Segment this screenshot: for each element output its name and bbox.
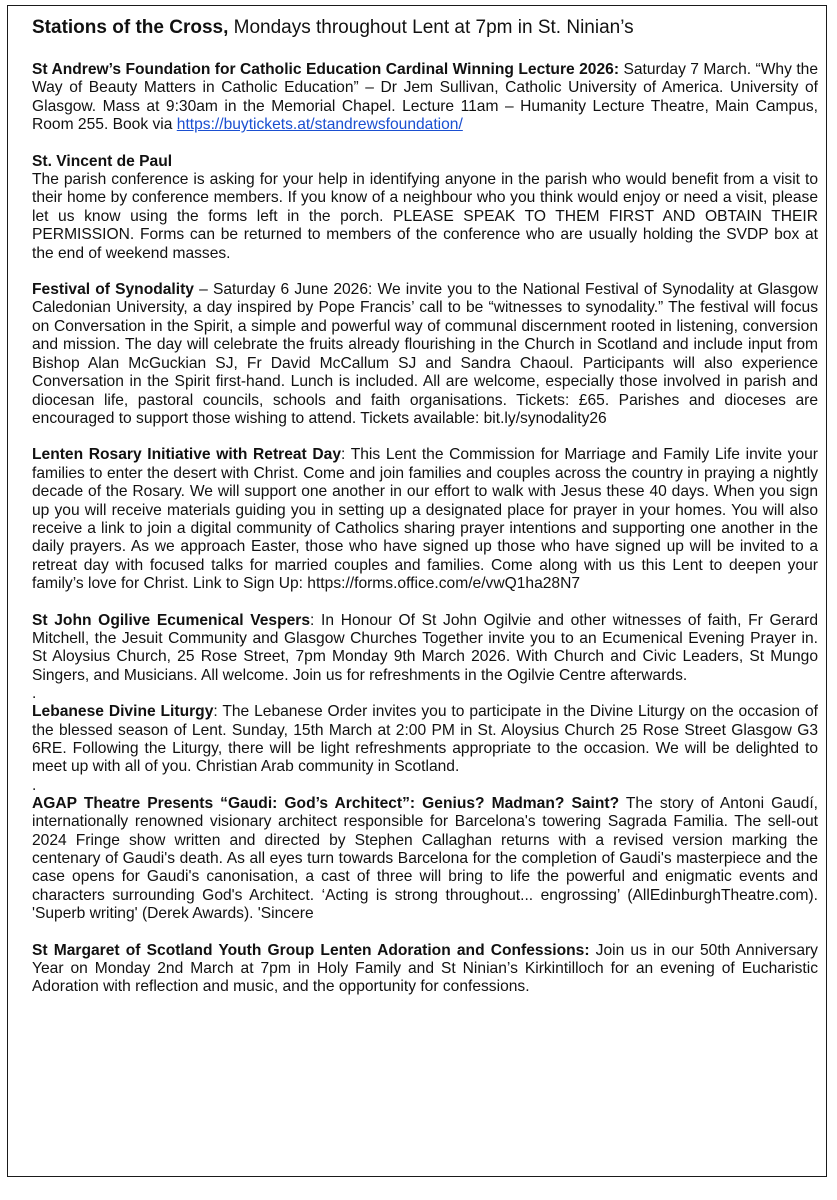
notice-title: St. Vincent de Paul	[32, 152, 173, 170]
notice-youth-adoration	[32, 942, 818, 997]
notice-agap-theatre	[32, 795, 818, 924]
stations-subtitle: Mondays throughout Lent at 7pm in St. Ninian’s	[228, 17, 634, 38]
notice-body: Join us in our 50th Anniversary Year on Monday 2nd March at 7pm in Holy Family and St Ninian’s Kirkintilloch for an evening of Eucharistic Adoration with reflection and music, and the opportunity for confessions.	[32, 941, 818, 996]
notice-title: Festival of Synodality	[32, 281, 194, 299]
notice-body: : This Lent the Commission for Marriage and Family Life invite your families to enter the desert with Christ. Come and join families and couples across the country in praying a nightly decade of the Rosary. We will support one another in our effort to walk with Jesus these 40 days. When you sign up you will receive materials guiding you in setting up a designated place for prayer in your homes. You will also receive a link to join a digital community of Catholics sharing prayer intentions and supporting one another in the daily prayers. As we approach Easter, those who have signed up those who have signed up will be invited to a retreat day with focused talks for married couples and families. Come along with us this Lent to deepen your family’s love for Christ. Link to Sign Up: https://forms.office.com/e/vwQ1ha28N7	[32, 446, 818, 593]
bulletin-frame	[7, 5, 827, 1177]
notice-title: St Andrew’s Foundation for Catholic Education Cardinal Winning Lecture 2026:	[32, 61, 620, 78]
separator-dot: .	[32, 685, 37, 703]
bulletin-content	[32, 16, 818, 1015]
stations-title: Stations of the Cross,	[32, 17, 229, 38]
notice-title: Lebanese Divine Liturgy	[32, 703, 214, 721]
notice-title: St John Ogilive Ecumenical Vespers	[32, 611, 311, 629]
notice-svdp	[32, 153, 818, 263]
notice-body: : In Honour Of St John Ogilvie and other witnesses of faith, Fr Gerard Mitchell, the Jesuit Community and Glasgow Churches Together invite you to an Ecumenical Evening Prayer in. St Aloysius Church, 25 Rose Street, 7pm Monday 9th March 2026. With Church and Civic Leaders, St Mungo Singers, and Musicians. All welcome. Join us for refreshments in the Ogilvie Centre afterwards.	[32, 611, 818, 684]
booking-link[interactable]: https://buytickets.at/standrewsfoundation/	[176, 116, 463, 134]
notice-title: St Margaret of Scotland Youth Group Lenten Adoration and Confessions:	[32, 941, 590, 959]
notice-rosary	[32, 446, 818, 593]
notice-body: – Saturday 6 June 2026: We invite you to the National Festival of Synodality at Glasgow Caledonian University, a day inspired by Pope Francis’ call to be “witnesses to synodality.” The festival will focus on Conversation in the Spirit, a simple and powerful way of communal discernment rooted in listening, conversion and mission. The day will celebrate the fruits already flourishing in the Church in Scotland and include input from Bishop Alan McGuckian SJ, Fr David McCallum SJ and Sandra Chaoul. Participants will also experience Conversation in the Spirit first-hand. Lunch is included. All are welcome, especially those involved in parish and diocesan life, pastoral councils, schools and faith organisations. Tickets: £65. Parishes and dioceses are encouraged to support those wishing to attend. Tickets available: bit.ly/synodality26	[32, 281, 818, 427]
notice-body: The parish conference is asking for your help in identifying anyone in the parish who would benefit from a visit to their home by conference members. If you know of a neighbour who you think would enjoy or need a visit, please let us know using the forms left in the porch. PLEASE SPEAK TO THEM FIRST AND OBTAIN THEIR PERMISSION. Forms can be returned to members of the conference who are usually holding the SVDP box at the end of weekend masses.	[32, 171, 818, 262]
notice-body: The story of Antoni Gaudí, internationally renowned visionary architect responsible for Barcelona's towering Sagrada Familia. The sell-out 2024 Fringe show written and directed by Stephen Callaghan returns with a revised version marking the centenary of Gaudi's death. As all eyes turn towards Barcelona for the completion of Gaudi's masterpiece and the case opens for Gaudi's canonisation, a cast of three will bring to life the powerful and enigmatic events and characters surrounding God's Architect. ‘Acting is strong throughout... engrossing’ (AllEdinburghTheatre.com). 'Superb writing' (Derek Awards). 'Sincere	[32, 794, 818, 923]
notice-lebanese-liturgy	[32, 703, 818, 777]
notice-synodality	[32, 281, 818, 428]
stations-heading	[32, 16, 818, 40]
separator-dot: .	[32, 776, 37, 794]
notice-body: Saturday 7 March. “Why the Way of Beauty Matters in Catholic Education” – Dr Jem Sullivan, Catholic University of America. University of Glasgow. Mass at 9:30am in the Memorial Chapel. Lecture 11am – Humanity Lecture Theatre, Main Campus, Room 255. Book via	[32, 61, 818, 134]
notice-cardinal-winning	[32, 61, 818, 135]
notice-title: Lenten Rosary Initiative with Retreat Day	[32, 446, 342, 464]
notice-body: : The Lebanese Order invites you to participate in the Divine Liturgy on the occasion of the blessed season of Lent. Sunday, 15th March at 2:00 PM in St. Aloysius Church 25 Rose Street Glasgow G3 6RE. Following the Liturgy, there will be light refreshments appropriate to the occasion. We will be delighted to meet up with all of you. Christian Arab community in Scotland.	[32, 703, 818, 776]
notice-title: AGAP Theatre Presents “Gaudi: God’s Architect”: Genius? Madman? Saint?	[32, 794, 620, 812]
notice-vespers	[32, 612, 818, 686]
